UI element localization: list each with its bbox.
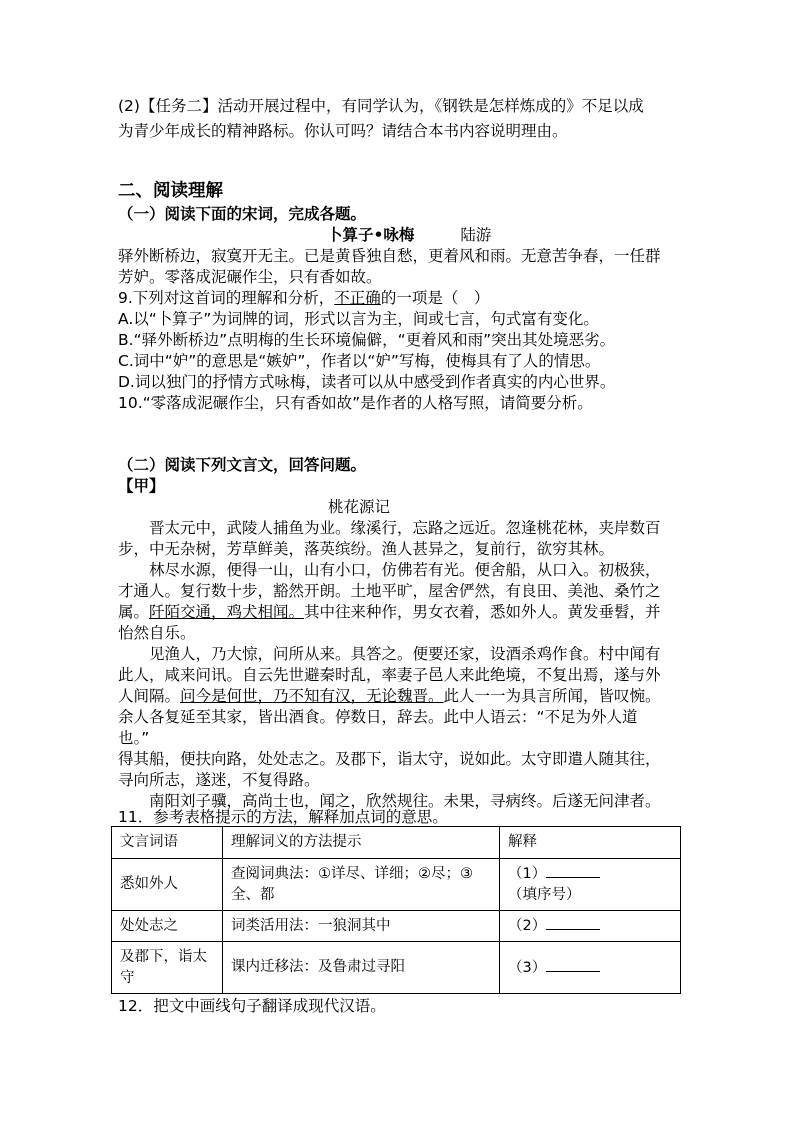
answer-blank[interactable] [546, 915, 600, 930]
table-header-cell: 解释 [500, 827, 681, 859]
poem-line1: 驿外断桥边，寂寞开无主。已是黄昏独自愁，更着风和雨。无意苦争春，一任群 [118, 247, 661, 265]
underlined-sentence-2: 问今是何世，乃不知有汉，无论魏晋。 [180, 687, 444, 705]
para3-line3-pre: 人间隔。 [118, 687, 181, 705]
word-line: 守 [120, 969, 135, 986]
para4-line2: 寻向所志，遂迷，不复得路。 [118, 771, 320, 789]
answer-label: （1） [508, 866, 547, 882]
passage-title: 桃花源记 [328, 498, 391, 516]
para5-line1: 南阳刘子骥，高尚士也，闻之，欣然规往。未果，寻病终。后遂无问津者。 [149, 792, 661, 810]
option-a: A.以“卜算子”为词牌的词，形式以言为主，间或七言，句式富有变化。 [118, 310, 599, 328]
para2-line1: 林尽水源，便得一山，山有小口，仿佛若有光。便舍船，从口入。初极狭， [149, 561, 661, 579]
option-d: D.词以独门的抒情方式咏梅，读者可以从中感受到作者真实的内心世界。 [118, 373, 616, 391]
hint-cell: 课内迁移法：及鲁肃过寻阳 [223, 942, 500, 994]
q9-suffix: 的一项是（ ） [380, 289, 490, 307]
para3-line5: 也。” [118, 729, 150, 747]
word-cell: 悉如外人 [112, 859, 223, 911]
q9-prefix: 9.下列对这首词的理解和分析， [118, 289, 335, 307]
vocab-table [111, 826, 681, 994]
para3-line1: 见渔人，乃大惊，问所从来。具答之。便要还家，设酒杀鸡作食。村中闻有 [149, 645, 661, 663]
para2-line3 [118, 602, 661, 623]
para2-line3-pre: 属。 [118, 603, 150, 621]
table-row [112, 911, 681, 942]
para1-line2: 步，中无杂树，芳草鲜美，落英缤纷。渔人甚异之，复前行，欲穷其林。 [118, 540, 615, 558]
part2-intro: （二）阅读下列文言文，回答问题。 [118, 456, 367, 474]
answer-cell [500, 942, 681, 994]
answer-blank[interactable] [546, 957, 600, 972]
table-header-row [112, 827, 681, 859]
answer-blank[interactable] [546, 863, 600, 878]
section-heading: 二、阅读理解 [118, 181, 223, 201]
word-line: 及郡下，诣太 [120, 948, 207, 965]
hint-cell: 词类活用法：一狼洞其中 [223, 911, 500, 942]
hint-line: 全、都 [231, 886, 275, 903]
answer-cell [500, 911, 681, 942]
q2-line1: (2)【任务二】活动开展过程中，有同学认为，《钢铁是怎样炼成的》不足以成 [118, 97, 644, 115]
poem-author: 陆游 [460, 226, 492, 244]
poem-title-line [327, 225, 491, 246]
para2-line4: 怡然自乐。 [118, 624, 196, 642]
table-row [112, 859, 681, 911]
q9-emphasis: 不正确 [334, 289, 381, 307]
hint-line: 查阅词典法：①详尽、详细；②尽；③ [231, 865, 473, 882]
answer-note: （填序号） [508, 887, 581, 903]
answer-label: （2） [508, 918, 547, 934]
para2-line3-post: 其中往来种作，男女衣着，悉如外人。黄发垂髫，并 [304, 603, 661, 621]
question-9 [118, 288, 489, 309]
passage-label: 【甲】 [118, 477, 165, 495]
answer-label: （3） [508, 959, 547, 976]
para3-line3-post: 此人一一为具言所闻，皆叹惋。 [443, 687, 661, 705]
table-header-cell: 理解词义的方法提示 [223, 827, 500, 859]
question-11: 11．参考表格提示的方法，解释加点词的意思。 [118, 808, 448, 826]
word-cell [112, 942, 223, 994]
underlined-sentence-1: 阡陌交通，鸡犬相闻。 [149, 603, 305, 621]
answer-cell [500, 859, 681, 911]
para4-line1: 得其船，便扶向路，处处志之。及郡下，诣太守，说如此。太守即遣人随其往， [118, 750, 661, 768]
para3-line4: 余人各复延至其家，皆出酒食。停数日，辞去。此中人语云：“不足为外人道 [118, 708, 638, 726]
poem-title: 卜算子•咏梅 [327, 226, 415, 244]
option-b: B.“驿外断桥边”点明梅的生长环境偏僻，“更着风和雨”突出其处境恶劣。 [118, 331, 616, 349]
hint-cell [223, 859, 500, 911]
question-10: 10.“零落成泥碾作尘，只有香如故”是作者的人格写照，请简要分析。 [118, 394, 593, 412]
part1-intro: （一）阅读下面的宋词，完成各题。 [118, 205, 367, 223]
poem-line2: 芳妒。零落成泥碾作尘，只有香如故。 [118, 268, 382, 286]
option-c: C.词中“妒”的意思是“嫉妒”，作者以“妒”写梅，使梅具有了人的情思。 [118, 352, 601, 370]
para2-line2: 才通人。复行数十步，豁然开朗。土地平旷，屋舍俨然，有良田、美池、桑竹之 [118, 582, 661, 600]
word-cell: 处处志之 [112, 911, 223, 942]
question-12: 12．把文中画线句子翻译成现代汉语。 [118, 997, 386, 1015]
q2-line2: 为青少年成长的精神路标。你认可吗？请结合本书内容说明理由。 [118, 122, 568, 140]
para1-line1: 晋太元中，武陵人捕鱼为业。缘溪行，忘路之远近。忽逢桃花林，夹岸数百 [149, 519, 661, 537]
para3-line2: 此人，咸来问讯。自云先世避秦时乱，率妻子邑人来此绝境，不复出焉，遂与外 [118, 666, 661, 684]
para3-line3 [118, 686, 661, 707]
table-row [112, 942, 681, 994]
table-header-cell: 文言词语 [112, 827, 223, 859]
